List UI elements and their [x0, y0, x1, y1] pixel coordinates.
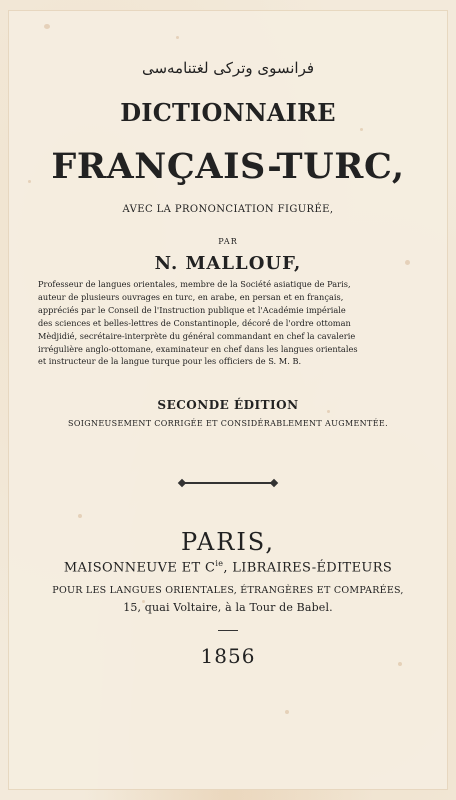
- publisher-note: POUR LES LANGUES ORIENTALES, ÉTRANGÈRES ET COMPARÉES,: [52, 585, 404, 596]
- short-rule: [218, 630, 238, 631]
- ornament-rule: [182, 482, 274, 484]
- subtitle: AVEC LA PRONONCIATION FIGURÉE,: [122, 204, 334, 215]
- author-description: [38, 278, 418, 368]
- arabic-title: فرانسوی وتركی لغتنامه‌سی: [141, 59, 315, 77]
- foxing-spot: [360, 128, 363, 131]
- publisher-name-part: , LIBRAIRES-ÉDITEURS: [223, 560, 393, 576]
- publisher-name-part: MAISONNEUVE ET C: [63, 560, 216, 576]
- author-description-line: auteur de plusieurs ouvrages en turc, en arabe, en persan et en français,: [38, 291, 344, 302]
- author-description-line: appréciés par le Conseil de l'Instruction publique et l'Académie impériale: [38, 304, 346, 315]
- edition-heading: SECONDE ÉDITION: [157, 398, 299, 412]
- title-line-francais-turc: FRANÇAIS-TURC,: [51, 146, 405, 187]
- author-description-line: des sciences et belles-lettres de Constantinople, décoré de l'ordre ottoman: [38, 317, 351, 328]
- edition-note: SOIGNEUSEMENT CORRIGÉE ET CONSIDÉRABLEMENT AUGMENTÉE.: [68, 419, 388, 428]
- publisher-superscript: ie: [215, 559, 224, 568]
- par-label: PAR: [218, 237, 238, 246]
- author-description-line: Mèdjidié, secrétaire-interprète du général commandant en chef la cavalerie: [38, 330, 356, 341]
- publisher-address: 15, quai Voltaire, à la Tour de Babel.: [123, 601, 333, 614]
- author-description-line: et instructeur de la langue turque pour les officiers de S. M. B.: [38, 356, 302, 367]
- foxing-spot: [78, 514, 82, 518]
- title-line-dictionnaire: DICTIONNAIRE: [120, 98, 336, 127]
- author-name: N. MALLOUF,: [154, 253, 302, 274]
- publisher-name: [0, 560, 456, 574]
- foxing-spot: [176, 36, 179, 39]
- author-description-line: Professeur de langues orientales, membre de la Société asiatique de Paris,: [38, 279, 351, 289]
- foxing-spot: [44, 24, 50, 29]
- ornament-divider: [0, 478, 456, 488]
- author-description-line: irrégulière anglo-ottomane, examinateur en chef dans les langues orientales: [38, 343, 358, 354]
- publication-city: PARIS,: [180, 528, 276, 556]
- foxing-spot: [285, 710, 289, 714]
- publication-year: 1856: [200, 644, 256, 668]
